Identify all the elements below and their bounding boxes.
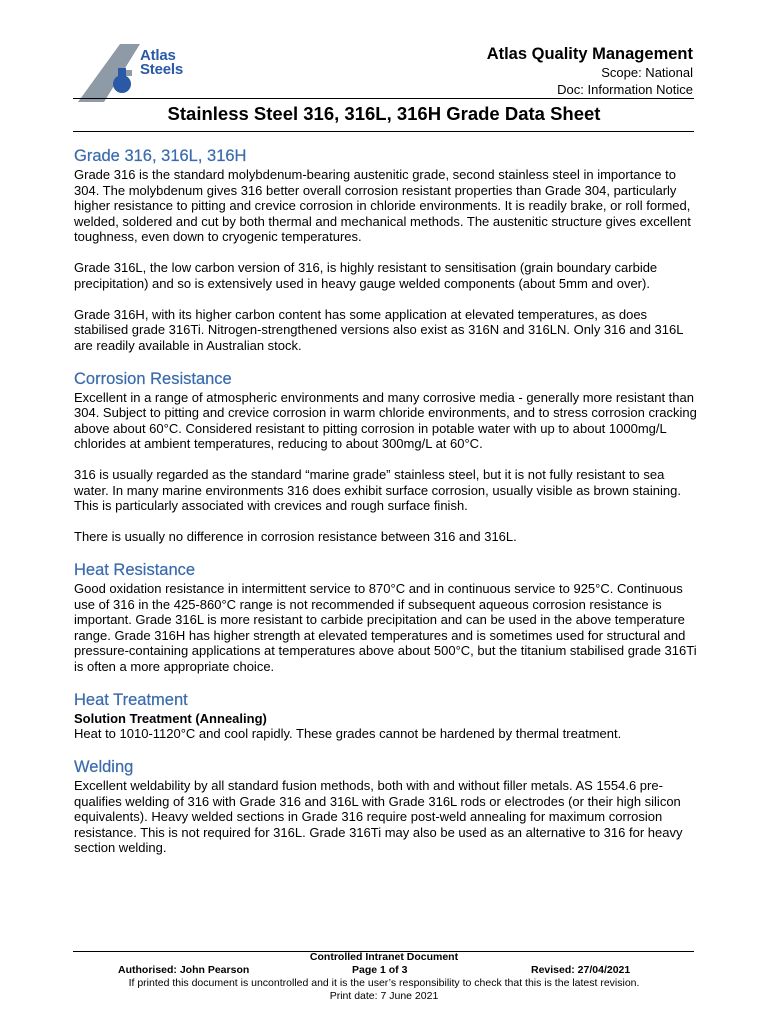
section-heading: Heat Resistance bbox=[74, 561, 196, 579]
section-subheading: Solution Treatment (Annealing) bbox=[74, 710, 267, 726]
print-notice: If printed this document is uncontrolled and it is the user’s responsibility to check that this is the latest revision. bbox=[128, 977, 640, 989]
print-date: Print date: 7 June 2021 bbox=[329, 990, 439, 1002]
paragraph: Good oxidation resistance in intermittent service to 870°C and in continuous service to 925°C. Continuous use of 316 in the 425-860°C range is not recommended if subsequent aqueous corrosion resistance is important. Grade 316L is more resistant to carbide precipitation and can be used in the above temperature range. Grade 316H has higher strength at elevated temperatures and is sometimes used for structural and pressure-containing applications at temperatures above about 500°C, but the titanium stabilised grade 316Ti is often a more appropriate choice. bbox=[74, 581, 697, 674]
revised-date: Revised: 27/04/2021 bbox=[531, 964, 631, 976]
section-heat-treatment bbox=[74, 690, 698, 742]
document-footer bbox=[0, 951, 768, 1003]
organisation-name: Atlas Quality Management bbox=[486, 45, 693, 63]
document-body bbox=[74, 146, 698, 871]
document-header bbox=[487, 44, 693, 98]
section-corrosion-resistance bbox=[74, 369, 698, 545]
paragraph: Grade 316H, with its higher carbon content has some application at elevated temperatures, as does stabilised grade 316Ti. Nitrogen-strengthened versions also exist as 316N and 316LN. Only 316 and 316L are readily available in Australian stock. bbox=[74, 306, 683, 353]
paragraph: Grade 316L, the low carbon version of 316, is highly resistant to sensitisation (grain boundary carbide precipitation) and so is extensively used in heavy gauge welded components (about 5mm and over). bbox=[74, 260, 658, 291]
section-welding bbox=[74, 757, 698, 856]
atlas-steels-logo bbox=[74, 44, 204, 102]
paragraph: There is usually no difference in corrosion resistance between 316 and 316L. bbox=[74, 529, 517, 544]
paragraph: Excellent in a range of atmospheric environments and many corrosive media - generally more resistant than 304. Subject to pitting and crevice corrosion in warm chloride environments, and to stress corrosion cracking above about 60°C. Considered resistant to pitting corrosion in potable water with up to about 1000mg/L chlorides at ambient temperatures, reducing to about 300mg/L at 60°C. bbox=[74, 389, 697, 451]
title-divider bbox=[73, 131, 694, 132]
document-scope: Scope: National bbox=[601, 65, 693, 80]
paragraph: Grade 316 is the standard molybdenum-bearing austenitic grade, second stainless steel in importance to 304. The molybdenum gives 316 better overall corrosion resistant properties than Grade 304, particularly higher resistance to pitting and crevice corrosion in chloride environments. It is readily brake, or roll formed, welded, soldered and cut by both thermal and mechanical methods. The austenitic structure gives excellent toughness, even down to cryogenic temperatures. bbox=[74, 167, 691, 244]
atlas-logo-mark-icon bbox=[74, 44, 144, 102]
document-type: Doc: Information Notice bbox=[557, 82, 693, 97]
section-heat-resistance bbox=[74, 560, 698, 674]
section-grade bbox=[74, 146, 698, 353]
logo-word-atlas: Atlas bbox=[140, 47, 176, 64]
controlled-document-label: Controlled Intranet Document bbox=[309, 951, 459, 963]
section-heading: Welding bbox=[74, 758, 134, 776]
authorised-by: Authorised: John Pearson bbox=[118, 964, 250, 976]
paragraph: Excellent weldability by all standard fusion methods, both with and without filler metals. AS 1554.6 pre-qualifies welding of 316 with Grade 316 and 316L with Grade 316L rods or electrodes (or their high silicon equivalents). Heavy welded sections in Grade 316 require post-weld annealing for maximum corrosion resistance. This is not required for 316L. Grade 316Ti may also be used as an alternative to 316 for heavy section welding. bbox=[74, 778, 683, 855]
header-divider bbox=[73, 98, 694, 99]
page-number: Page 1 of 3 bbox=[352, 964, 408, 976]
footer-meta-row bbox=[0, 964, 768, 977]
section-heading: Grade 316, 316L, 316H bbox=[74, 147, 247, 165]
section-heading: Corrosion Resistance bbox=[74, 369, 232, 388]
paragraph: Heat to 1010-1120°C and cool rapidly. These grades cannot be hardened by thermal treatment. bbox=[74, 726, 622, 741]
section-heading: Heat Treatment bbox=[74, 690, 188, 709]
paragraph: 316 is usually regarded as the standard “marine grade” stainless steel, but it is not fully resistant to sea water. In many marine environments 316 does exhibit surface corrosion, usually visible as brown staining. This is particularly associated with crevices and rough surface finish. bbox=[74, 467, 681, 513]
page-title: Stainless Steel 316, 316L, 316H Grade Data Sheet bbox=[167, 103, 601, 124]
logo-word-steels: Steels bbox=[140, 61, 183, 78]
